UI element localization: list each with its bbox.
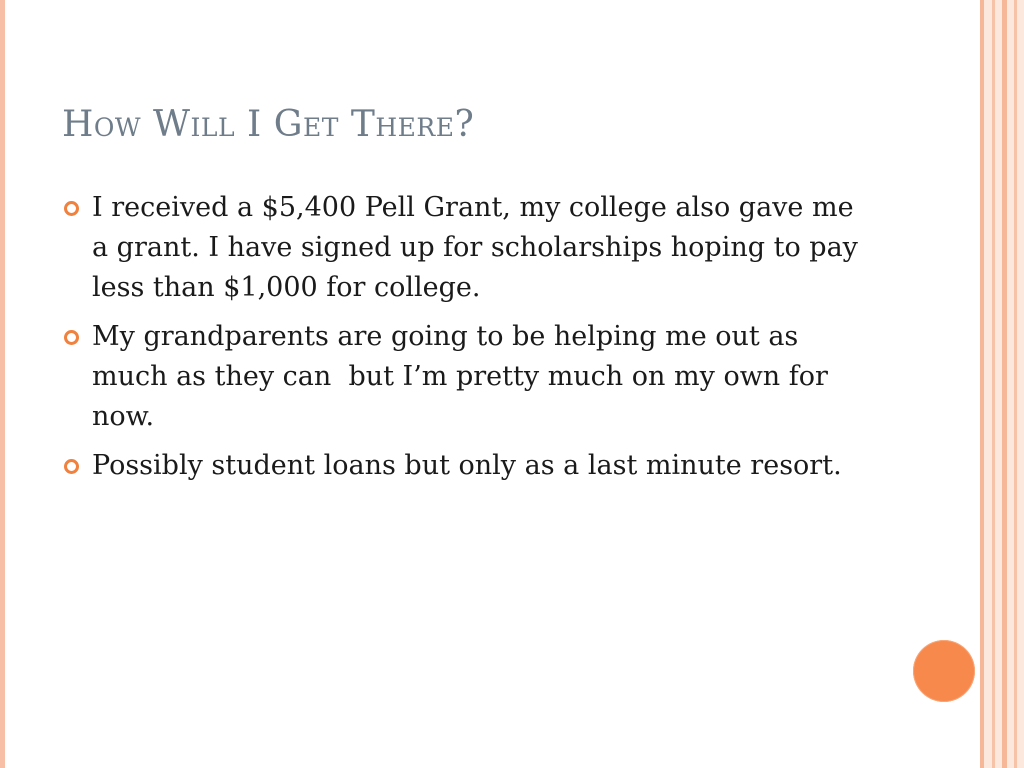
bullet-text: My grandparents are going to be helping me out as much as they can but I’m pretty much on my own for now. [92, 321, 837, 432]
left-border [0, 0, 5, 768]
orange-ring-bullet-icon [64, 201, 79, 216]
right-stripe [1014, 0, 1017, 768]
slide-title: How Will I Get There? [62, 104, 475, 145]
bullet-item [62, 317, 862, 437]
bullet-item [62, 446, 862, 486]
orange-ring-bullet-icon [64, 330, 79, 345]
bullet-text: I received a $5,400 Pell Grant, my college also gave me a grant. I have signed up for scholarships hoping to pay less than $1,000 for college. [92, 192, 858, 303]
orange-circle-decoration [913, 640, 975, 702]
bullet-list [62, 188, 862, 495]
bullet-item [62, 188, 862, 308]
right-stripe [992, 0, 995, 768]
orange-ring-bullet-icon [64, 459, 79, 474]
bullet-text: Possibly student loans but only as a last minute resort. [92, 450, 842, 481]
right-stripe [980, 0, 984, 768]
right-stripe [1002, 0, 1007, 768]
